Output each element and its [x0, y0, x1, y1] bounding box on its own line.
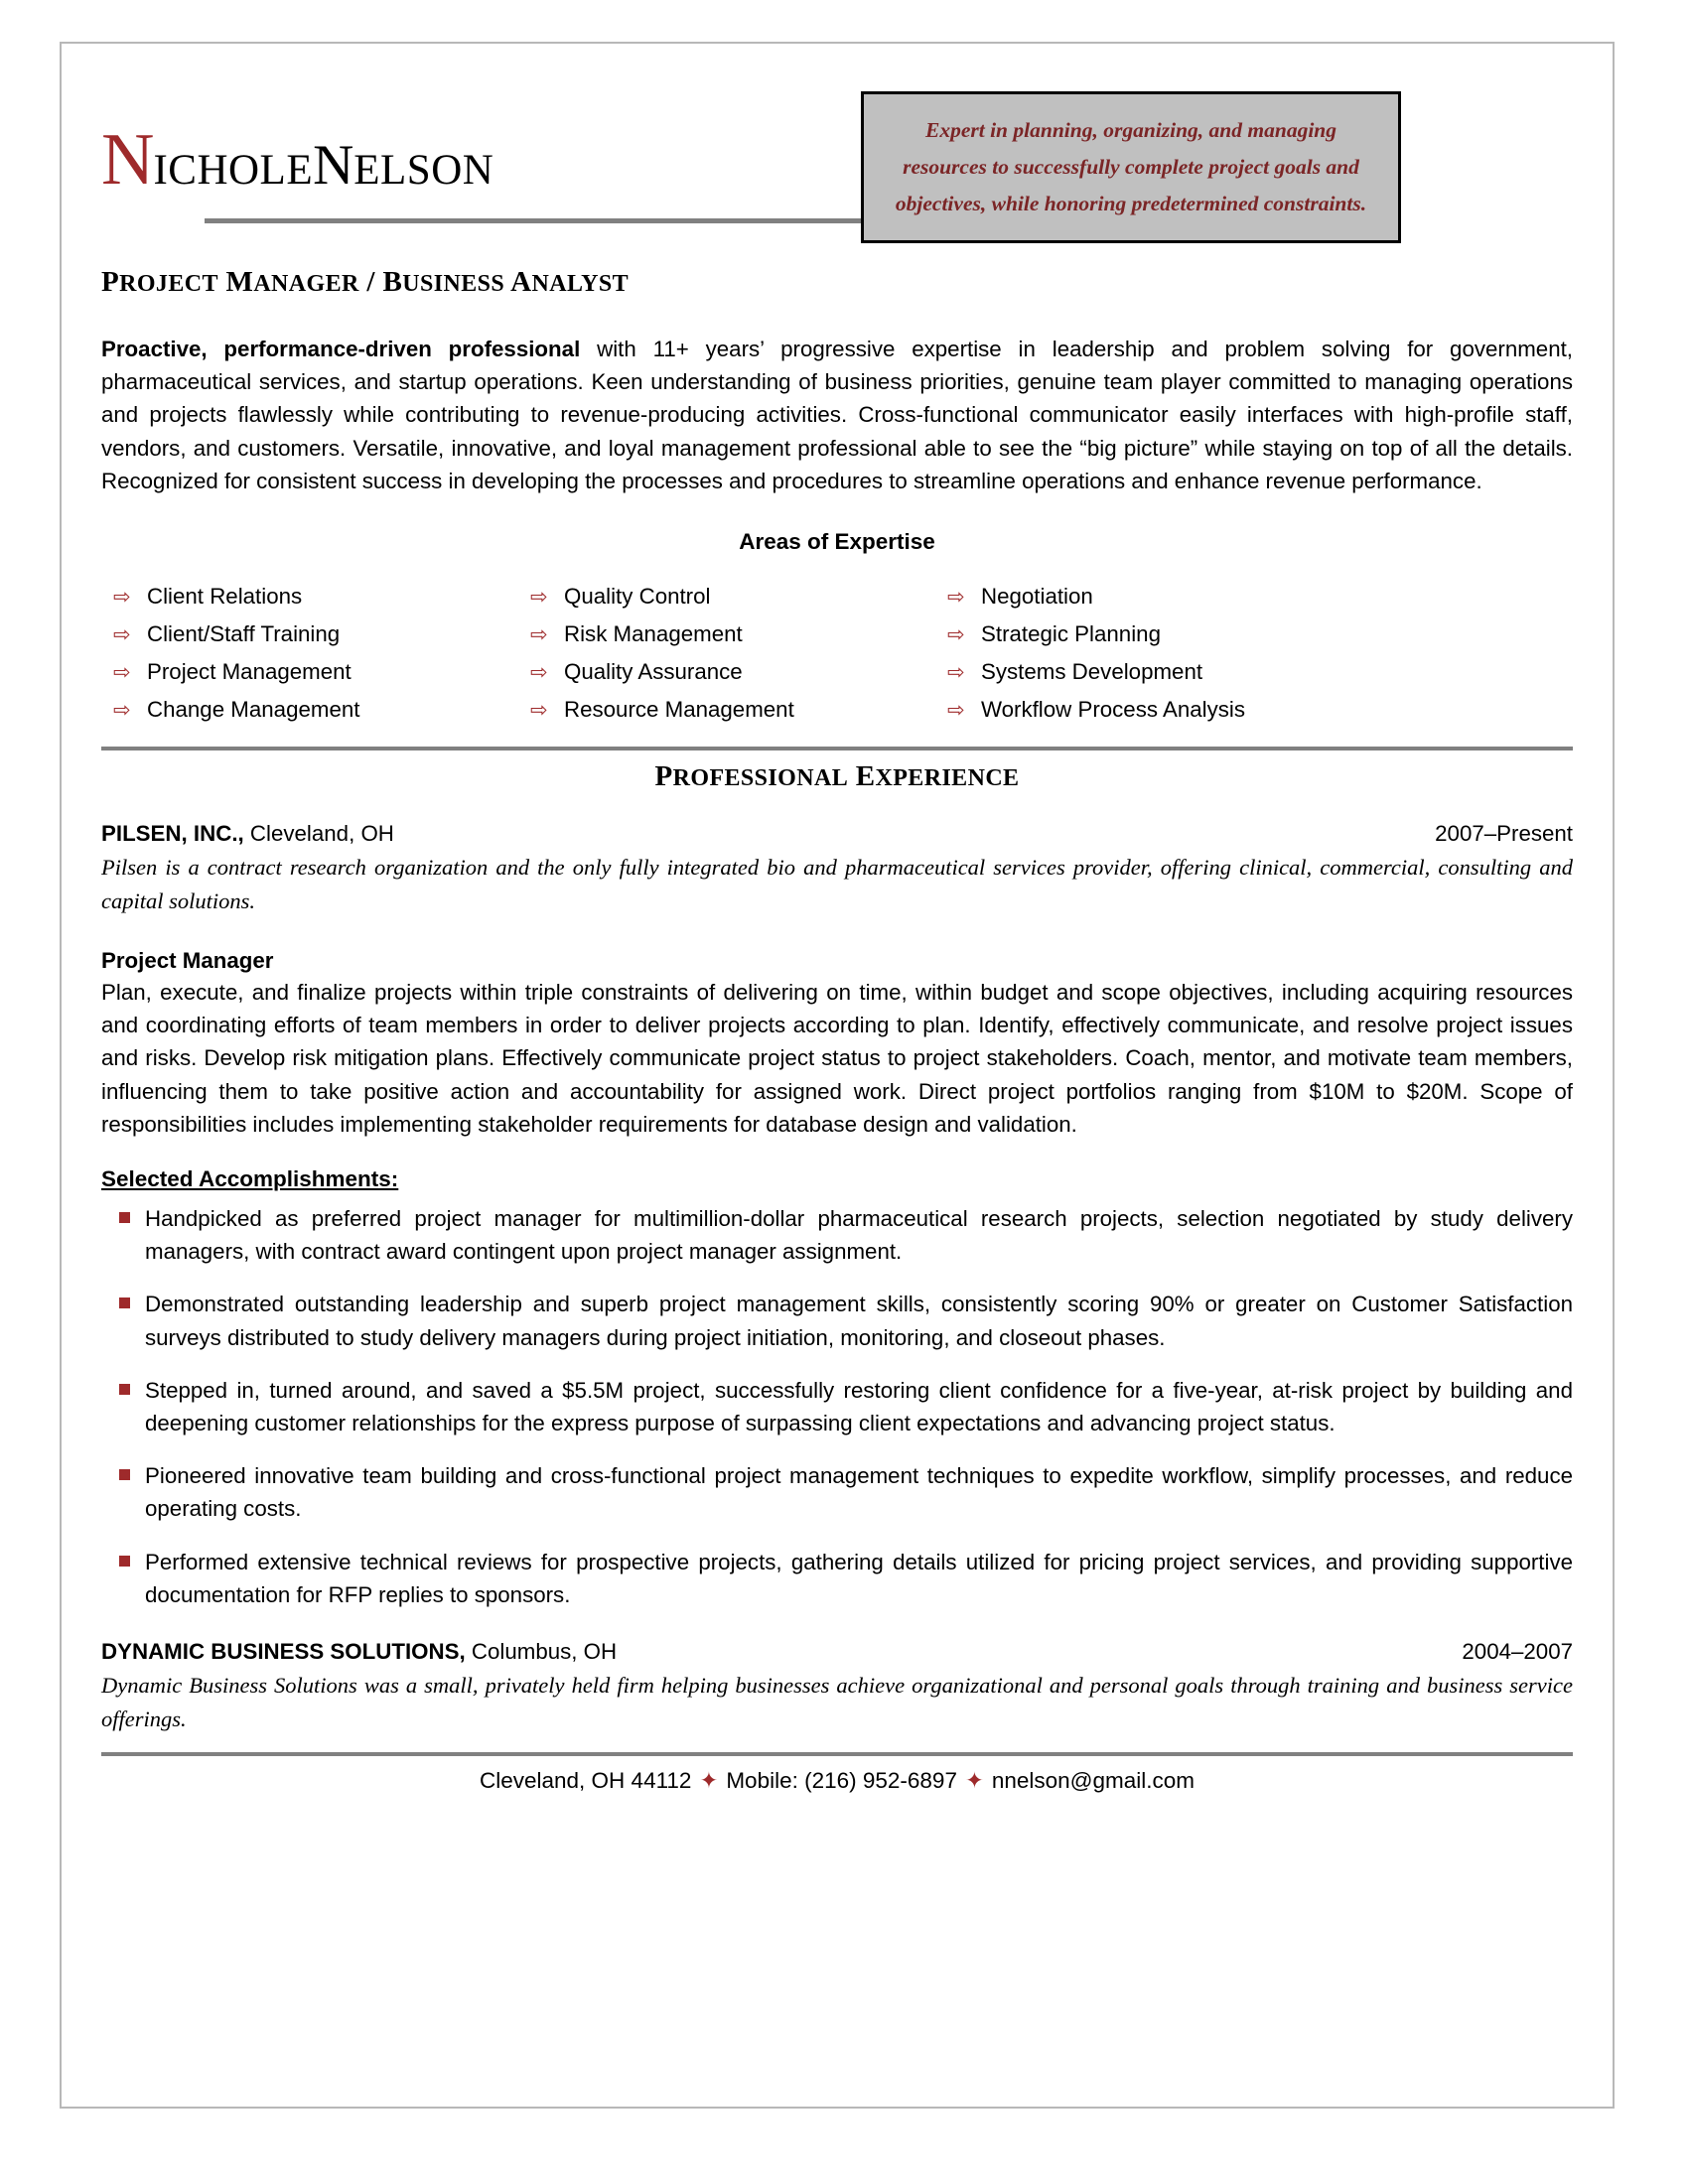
expertise-label: Quality Control [564, 584, 711, 610]
expertise-item [101, 618, 518, 650]
title-part-project-cap: P [101, 266, 120, 298]
company-description: Pilsen is a contract research organization and the only fully integrated bio and pharmaceutical services provider, offering clinical, commercial, consulting and capital solutions. [101, 855, 1573, 914]
company-name: PILSEN, INC., [101, 821, 244, 847]
company-location: Cleveland, OH [243, 821, 394, 847]
square-bullet-icon [101, 1202, 145, 1223]
name-drop-cap: N [101, 119, 154, 201]
expertise-item [101, 656, 518, 688]
list-item [101, 1202, 1573, 1268]
summary-lead: Proactive, performance-driven professional [101, 337, 581, 361]
job-header [101, 821, 1573, 847]
title-part-project-rest: ROJECT [119, 271, 218, 297]
expertise-label: Change Management [147, 696, 360, 722]
company-location: Columbus, OH [465, 1639, 618, 1665]
square-bullet-icon [101, 1288, 145, 1308]
accomplishments-heading: Selected Accomplishments: [101, 1165, 399, 1191]
expertise-item [101, 694, 518, 726]
name-underline-rule [205, 218, 915, 223]
arrow-right-icon: ⇨ [530, 660, 548, 684]
expertise-item [518, 581, 935, 613]
title-separator: / [366, 266, 375, 298]
accomplishment-text: Handpicked as preferred project manager for multimillion-dollar pharmaceutical research projects, selection negotiated by study delivery managers, with contract award contingent upon project manager assignment. [145, 1205, 1573, 1265]
diamond-separator-icon: ✦ [699, 1767, 719, 1793]
tagline-text: Expert in planning, organizing, and managing resources to successfully complete project goals and objectives, while honoring predetermined constraints. [895, 118, 1367, 215]
footer-phone: Mobile: (216) 952-6897 [726, 1767, 957, 1793]
title-part-manager-rest: ANAGER [253, 271, 359, 297]
expertise-label: Quality Assurance [564, 658, 743, 684]
arrow-right-icon: ⇨ [113, 586, 131, 610]
list-item [101, 1374, 1573, 1439]
expertise-item [518, 618, 935, 650]
company-name: DYNAMIC BUSINESS SOLUTIONS, [101, 1639, 466, 1665]
title-part-analyst-rest: NALYST [531, 271, 630, 297]
accomplishment-text: Pioneered innovative team building and cross-functional project management techniques to expedite workflow, simplify processes, and reduce operating costs. [145, 1463, 1573, 1522]
job-dates: 2004–2007 [1462, 1639, 1573, 1665]
name-last-rest: ELSON [353, 147, 494, 194]
expertise-label: Client/Staff Training [147, 620, 341, 646]
job-role-description: Plan, execute, and finalize projects within triple constraints of delivering on time, within budget and scope objectives, including acquiring resources and coordinating efforts of team members in order to deliver projects according to plan. Identify, effectively communicate, and resolve project issues and risks. Develop risk mitigation plans. Effectively communicate project status to project stakeholders. Coach, mentor, and motivate team members, influencing them to take positive action and accountability for assigned work. Direct project portfolios ranging from $10M to $20M. Scope of responsibilities includes implementing stakeholder requirements for database design and validation. [101, 979, 1573, 1137]
arrow-right-icon: ⇨ [113, 660, 131, 684]
job-company-line [101, 821, 394, 847]
resume-page [60, 42, 1615, 2109]
arrow-right-icon: ⇨ [947, 586, 965, 610]
accomplishments-list [101, 1202, 1573, 1611]
expertise-item [518, 656, 935, 688]
footer-contact [101, 1768, 1573, 1794]
section-heading-rest1: ROFESSIONAL [672, 765, 849, 792]
job-dates: 2007–Present [1435, 821, 1573, 847]
page-title [101, 266, 1573, 299]
areas-of-expertise-title: Areas of Expertise [739, 529, 935, 555]
expertise-label: Client Relations [147, 584, 303, 610]
areas-of-expertise-grid [101, 581, 1573, 725]
square-bullet-icon [101, 1374, 145, 1395]
section-divider-rule [101, 747, 1573, 751]
job-role-title: Project Manager [101, 947, 274, 973]
expertise-item [935, 618, 1573, 650]
resume-content [101, 71, 1573, 2079]
accomplishment-text: Performed extensive technical reviews for prospective projects, gathering details utilized for pricing project services, and providing supportive documentation for RFP replies to sponsors. [145, 1549, 1573, 1607]
company-description: Dynamic Business Solutions was a small, privately held firm helping businesses achieve organizational and personal goals through training and business service offerings. [101, 1673, 1573, 1731]
arrow-right-icon: ⇨ [530, 622, 548, 646]
expertise-label: Risk Management [564, 620, 743, 646]
section-heading-cap1: P [654, 760, 673, 793]
resume-header [101, 71, 1573, 260]
title-part-business-cap: B [382, 266, 403, 298]
expertise-label: Workflow Process Analysis [981, 696, 1245, 722]
expertise-item [935, 694, 1573, 726]
title-part-manager-cap: M [225, 266, 254, 298]
expertise-item [935, 581, 1573, 613]
expertise-item [935, 656, 1573, 688]
name-last-cap: N [313, 134, 354, 197]
arrow-right-icon: ⇨ [530, 586, 548, 610]
footer-email[interactable]: nnelson@gmail.com [991, 1767, 1196, 1793]
expertise-label: Project Management [147, 658, 352, 684]
footer-address: Cleveland, OH 44112 [479, 1767, 692, 1793]
accomplishment-text: Stepped in, turned around, and saved a $5.5M project, successfully restoring client confidence for a five-year, at-risk project by building and deepening customer relationships for the express purpose of surpassing client expectations and advancing project status. [145, 1377, 1573, 1436]
name-first-rest: ICHOLE [153, 147, 314, 194]
arrow-right-icon: ⇨ [947, 622, 965, 646]
candidate-name [101, 119, 896, 201]
expertise-label: Negotiation [981, 584, 1093, 610]
arrow-right-icon: ⇨ [947, 660, 965, 684]
footer-divider-rule [101, 1752, 1573, 1756]
arrow-right-icon: ⇨ [113, 698, 131, 722]
expertise-label: Strategic Planning [981, 620, 1161, 646]
arrow-right-icon: ⇨ [947, 698, 965, 722]
list-item [101, 1546, 1573, 1611]
title-part-business-rest: USINESS [402, 271, 505, 297]
professional-summary [101, 333, 1573, 497]
square-bullet-icon [101, 1546, 145, 1567]
arrow-right-icon: ⇨ [113, 622, 131, 646]
expertise-item [101, 581, 518, 613]
job-header [101, 1639, 1573, 1665]
list-item [101, 1459, 1573, 1525]
expertise-label: Systems Development [981, 658, 1203, 684]
arrow-right-icon: ⇨ [530, 698, 548, 722]
square-bullet-icon [101, 1459, 145, 1480]
section-heading-cap2: E [855, 760, 876, 793]
job-company-line [101, 1639, 617, 1665]
section-heading-rest2: XPERIENCE [875, 765, 1020, 792]
summary-body: with 11+ years’ progressive expertise in leadership and problem solving for government, pharmaceutical services, and startup operations. Keen understanding of business priorities, genuine team player committed to managing operations and projects flawlessly while contributing to revenue-producing activities. Cross-functional communicator easily interfaces with high-profile staff, vendors, and customers. Versatile, innovative, and loyal management professional able to see the “big picture” while staying on top of all the details. Recognized for consistent success in developing the processes and procedures to streamline operations and enhance revenue performance. [101, 337, 1574, 493]
expertise-item [518, 694, 935, 726]
title-part-analyst-cap: A [510, 266, 532, 298]
diamond-separator-icon: ✦ [964, 1767, 984, 1793]
tagline-box [861, 91, 1401, 243]
expertise-label: Resource Management [564, 696, 794, 722]
accomplishment-text: Demonstrated outstanding leadership and superb project management skills, consistently scoring 90% or greater on Customer Satisfaction surveys distributed to study delivery managers during project initiation, monitoring, and closeout phases. [145, 1292, 1573, 1350]
list-item [101, 1288, 1573, 1353]
section-heading-experience [101, 760, 1573, 793]
